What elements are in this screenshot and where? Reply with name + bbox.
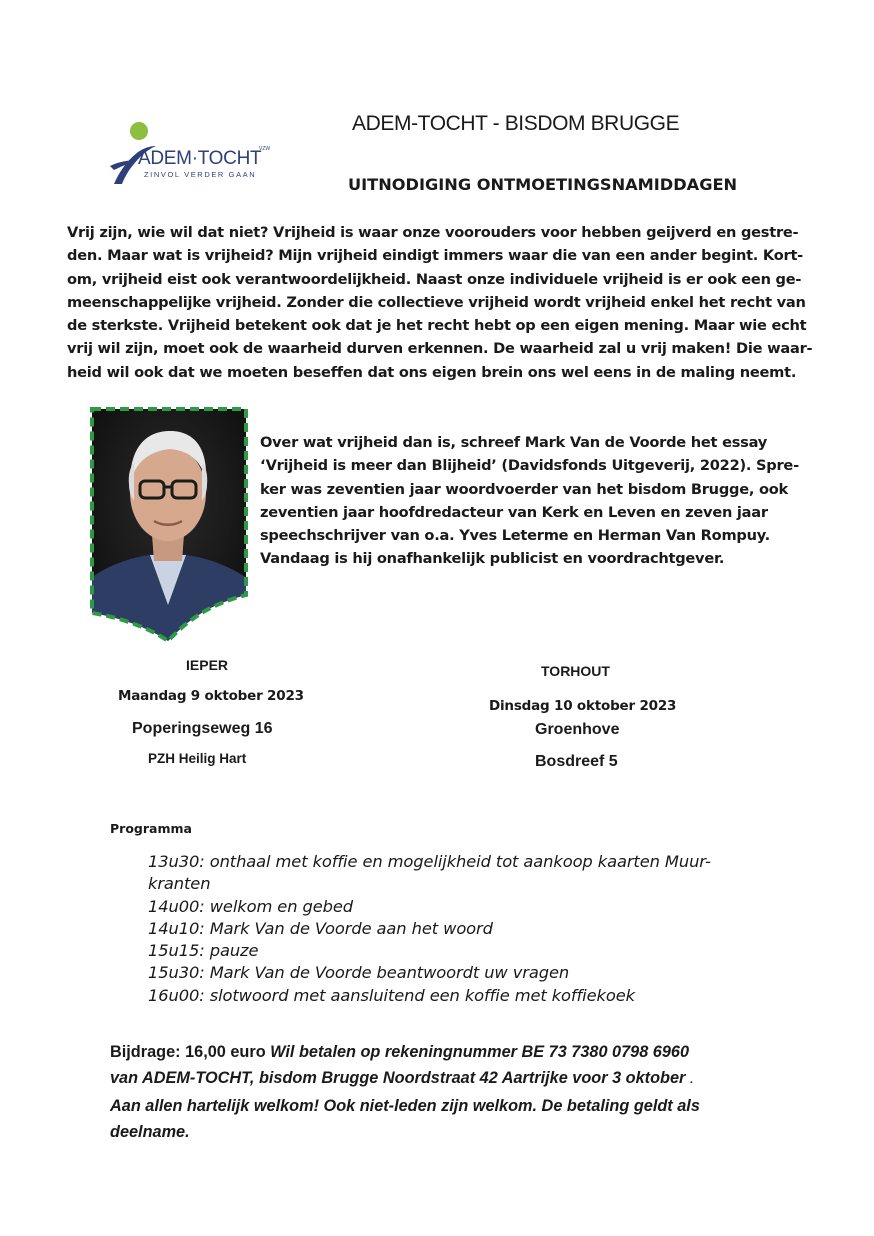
logo-tagline: ZINVOL VERDER GAAN [144,170,257,179]
bio-line: ‘Vrijheid is meer dan Blijheid’ (Davidsfonds Uitgeverij, 2022). Spre- [260,457,799,475]
program-item: 16u00: slotwoord met aansluitend een koffie met koffiekoek [148,985,635,1005]
logo-trademark: VZW [259,146,271,152]
ieper-address: Poperingseweg 16 [132,720,273,737]
contribution-block [110,1039,810,1145]
torhout-venue: Groenhove [535,721,620,738]
invite-title: UITNODIGING ONTMOETINGSNAMIDDAGEN [348,175,738,194]
program-item: 14u00: welkom en gebed [148,896,354,916]
bio-line: Vandaag is hij onafhankelijk publicist en voordrachtgever. [260,550,725,568]
intro-line: de sterkste. Vrijheid betekent ook dat je het recht hebt op een eigen mening. Maar wie echt [67,317,807,335]
welcome-line-end: deelname. [110,1123,190,1141]
program-item: 13u30: onthaal met koffie en mogelijkheid tot aankoop kaarten Muur- [148,852,711,871]
torhout-address: Bosdreef 5 [535,753,618,770]
payment-instruction: Wil betalen op rekeningnummer BE 73 7380 0798 6960 [270,1043,690,1061]
payment-address: van ADEM-TOCHT, bisdom Brugge Noordstraat 42 Aartrijke voor 3 oktober [110,1069,686,1087]
ieper-venue: PZH Heilig Hart [148,751,247,766]
program-item: 15u30: Mark Van de Voorde beantwoordt uw vragen [148,963,570,983]
bio-line: ker was zeventien jaar woordvoerder van het bisdom Brugge, ook [260,480,788,498]
org-title: ADEM-TOCHT - BISDOM BRUGGE [352,112,680,135]
program-item: 14u10: Mark Van de Voorde aan het woord [148,918,493,938]
intro-line: den. Maar wat is vrijheid? Mijn vrijheid eindigt immers waar die van een ander begint. Kort- [67,247,803,265]
intro-line: heid wil ook dat we moeten beseffen dat ons eigen brein ons wel eens in de maling neemt. [67,363,797,381]
speaker-photo [88,405,250,645]
program-heading: Programma [110,821,192,836]
bio-line: zeventien jaar hoofdredacteur van Kerk en Leven en zeven jaar [260,503,768,521]
payment-address-end: . [689,1074,693,1086]
speaker-bio [260,431,820,571]
intro-line: om, vrijheid eist ook verantwoordelijkheid. Naast onze individuele vrijheid is er ook een ge- [67,270,802,288]
intro-paragraph [67,221,813,384]
program-item: kranten [148,874,211,894]
torhout-date: Dinsdag 10 oktober 2023 [489,698,677,714]
bio-line: speechschrijver van o.a. Yves Leterme en Herman Van Rompuy. [260,527,770,545]
ieper-date: Maandag 9 oktober 2023 [118,688,304,704]
contribution-label: Bijdrage: 16,00 euro [110,1043,266,1061]
torhout-city: TORHOUT [541,663,610,679]
welcome-line: Aan allen hartelijk welkom! Ook niet-leden zijn welkom. De betaling geldt als [110,1097,700,1115]
program-list [148,851,788,1007]
intro-line: vrij wil zijn, moet ook de waarheid durven erkennen. De waarheid zal u vrij maken! Die waar- [67,340,813,358]
logo-dot [130,122,148,140]
ieper-city: IEPER [186,657,229,673]
program-item: 15u15: pauze [148,941,259,961]
bio-line: Over wat vrijheid dan is, schreef Mark Van de Voorde het essay [260,434,768,451]
intro-line: meenschappelijke vrijheid. Zonder die collectieve vrijheid wordt vrijheid enkel het recht van [67,293,806,311]
intro-line: Vrij zijn, wie wil dat niet? Vrijheid is waar onze voorouders voor hebben geijverd en gestre- [67,224,799,241]
logo-wordmark: ADEM·TOCHT [138,148,262,169]
